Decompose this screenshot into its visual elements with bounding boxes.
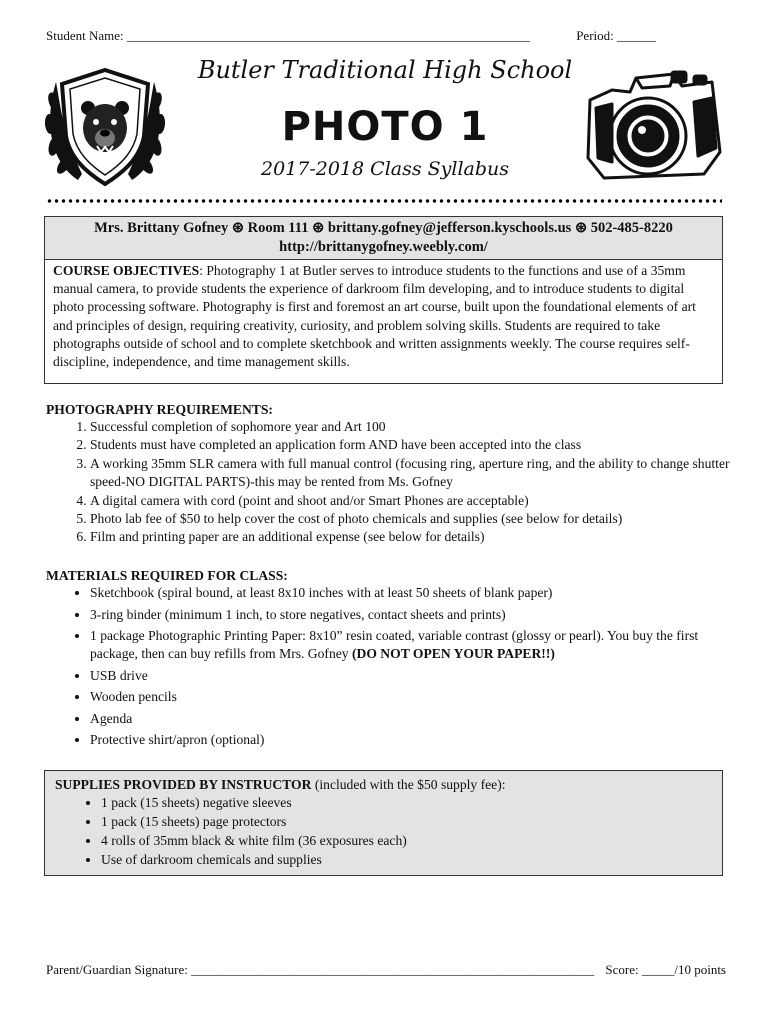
camera-icon: [582, 62, 727, 192]
list-item: 5. Photo lab fee of $50 to help cover the cost of photo chemicals and supplies (see below for details): [90, 510, 736, 528]
website-link[interactable]: http://brittanygofney.weebly.com/: [279, 239, 488, 255]
objectives-text: : Photography 1 at Butler serves to introduce students to the functions and use of a 35mm manual camera, to provide students the experience of darkroom film developing, and to introduce students to digital photo processing software. Photography is first and foremost an art course, built upon the foundational elements of art and principles of design, requiring creativity, curiosity, and problem solving skills. Students are required to take photographs outside of school and to complete sketchbook and written assignments weekly. The course requires self-discipline, independence, and time management skills.: [53, 263, 696, 370]
list-item-text: 1 package Photographic Printing Paper: 8x10” resin coated, variable contrast (glossy or pearl). You buy the first package, then can buy refills from Mrs. Gofney: [90, 628, 699, 661]
score-field[interactable]: Score: _____/10 points: [605, 962, 726, 977]
paper-warning: (DO NOT OPEN YOUR PAPER!!): [351, 646, 555, 661]
supplies-heading: [45, 771, 722, 793]
list-item: • Use of darkroom chemicals and supplies: [101, 850, 722, 869]
list-item: 6. Film and printing paper are an additional expense (see below for details): [90, 528, 736, 546]
supplies-list: [45, 793, 722, 869]
materials-list: [46, 584, 736, 749]
list-item: • 1 pack (15 sheets) negative sleeves: [101, 793, 722, 812]
list-item: • Wooden pencils: [90, 688, 736, 706]
supplies-label: SUPPLIES PROVIDED BY INSTRUCTOR: [55, 777, 312, 792]
dotted-divider: [46, 198, 722, 204]
course-objectives: [45, 260, 722, 373]
list-item: 3. A working 35mm SLR camera with full manual control (focusing ring, aperture ring, and the ability to change shutter speed-NO DIGITAL PARTS)-this may be rented from Ms. Gofney: [90, 455, 736, 492]
course-title: PHOTO 1: [281, 104, 489, 150]
list-item: • Sketchbook (spiral bound, at least 8x10 inches with at least 50 sheets of blank paper): [90, 584, 736, 602]
materials-required: [46, 568, 736, 753]
list-item: • 1 pack (15 sheets) page protectors: [101, 812, 722, 831]
period-field[interactable]: Period: ______: [576, 28, 656, 43]
list-item: 4. A digital camera with cord (point and shoot and/or Smart Phones are acceptable): [90, 492, 736, 510]
list-item: • 3-ring binder (minimum 1 inch, to store negatives, contact sheets and prints): [90, 606, 736, 624]
list-item: [90, 627, 736, 663]
photography-requirements: [46, 402, 736, 547]
list-item: 1. Successful completion of sophomore year and Art 100: [90, 418, 736, 436]
contact-info: [45, 217, 722, 260]
list-item: • 4 rolls of 35mm black & white film (36 exposures each): [101, 831, 722, 850]
school-name: Butler Traditional High School: [197, 56, 573, 84]
supplies-note: (included with the $50 supply fee):: [311, 777, 506, 792]
contact-line: Mrs. Brittany Gofney ⊛ Room 111 ⊛ brittany.gofney@jefferson.kyschools.us ⊛ 502-485-8220: [94, 220, 673, 236]
list-item: • USB drive: [90, 667, 736, 685]
syllabus-year-title: 2017-2018 Class Syllabus: [260, 158, 510, 180]
objectives-label: COURSE OBJECTIVES: [53, 263, 200, 278]
list-item: • Protective shirt/apron (optional): [90, 731, 736, 749]
student-name-field[interactable]: Student Name: ______________________________________________________________: [46, 28, 530, 43]
requirements-heading: PHOTOGRAPHY REQUIREMENTS:: [46, 402, 273, 417]
list-item: 2. Students must have completed an application form AND have been accepted into the class: [90, 436, 736, 454]
supplies-box: [44, 770, 723, 876]
student-info-line: [46, 28, 706, 44]
bear-crest-icon: [40, 62, 170, 192]
signature-line: [46, 962, 726, 978]
objectives-box: [44, 216, 723, 384]
requirements-list: [46, 418, 736, 547]
list-item: • Agenda: [90, 710, 736, 728]
materials-heading: MATERIALS REQUIRED FOR CLASS:: [46, 568, 288, 583]
guardian-signature-field[interactable]: Parent/Guardian Signature: ______________________________________________________________: [46, 962, 595, 977]
